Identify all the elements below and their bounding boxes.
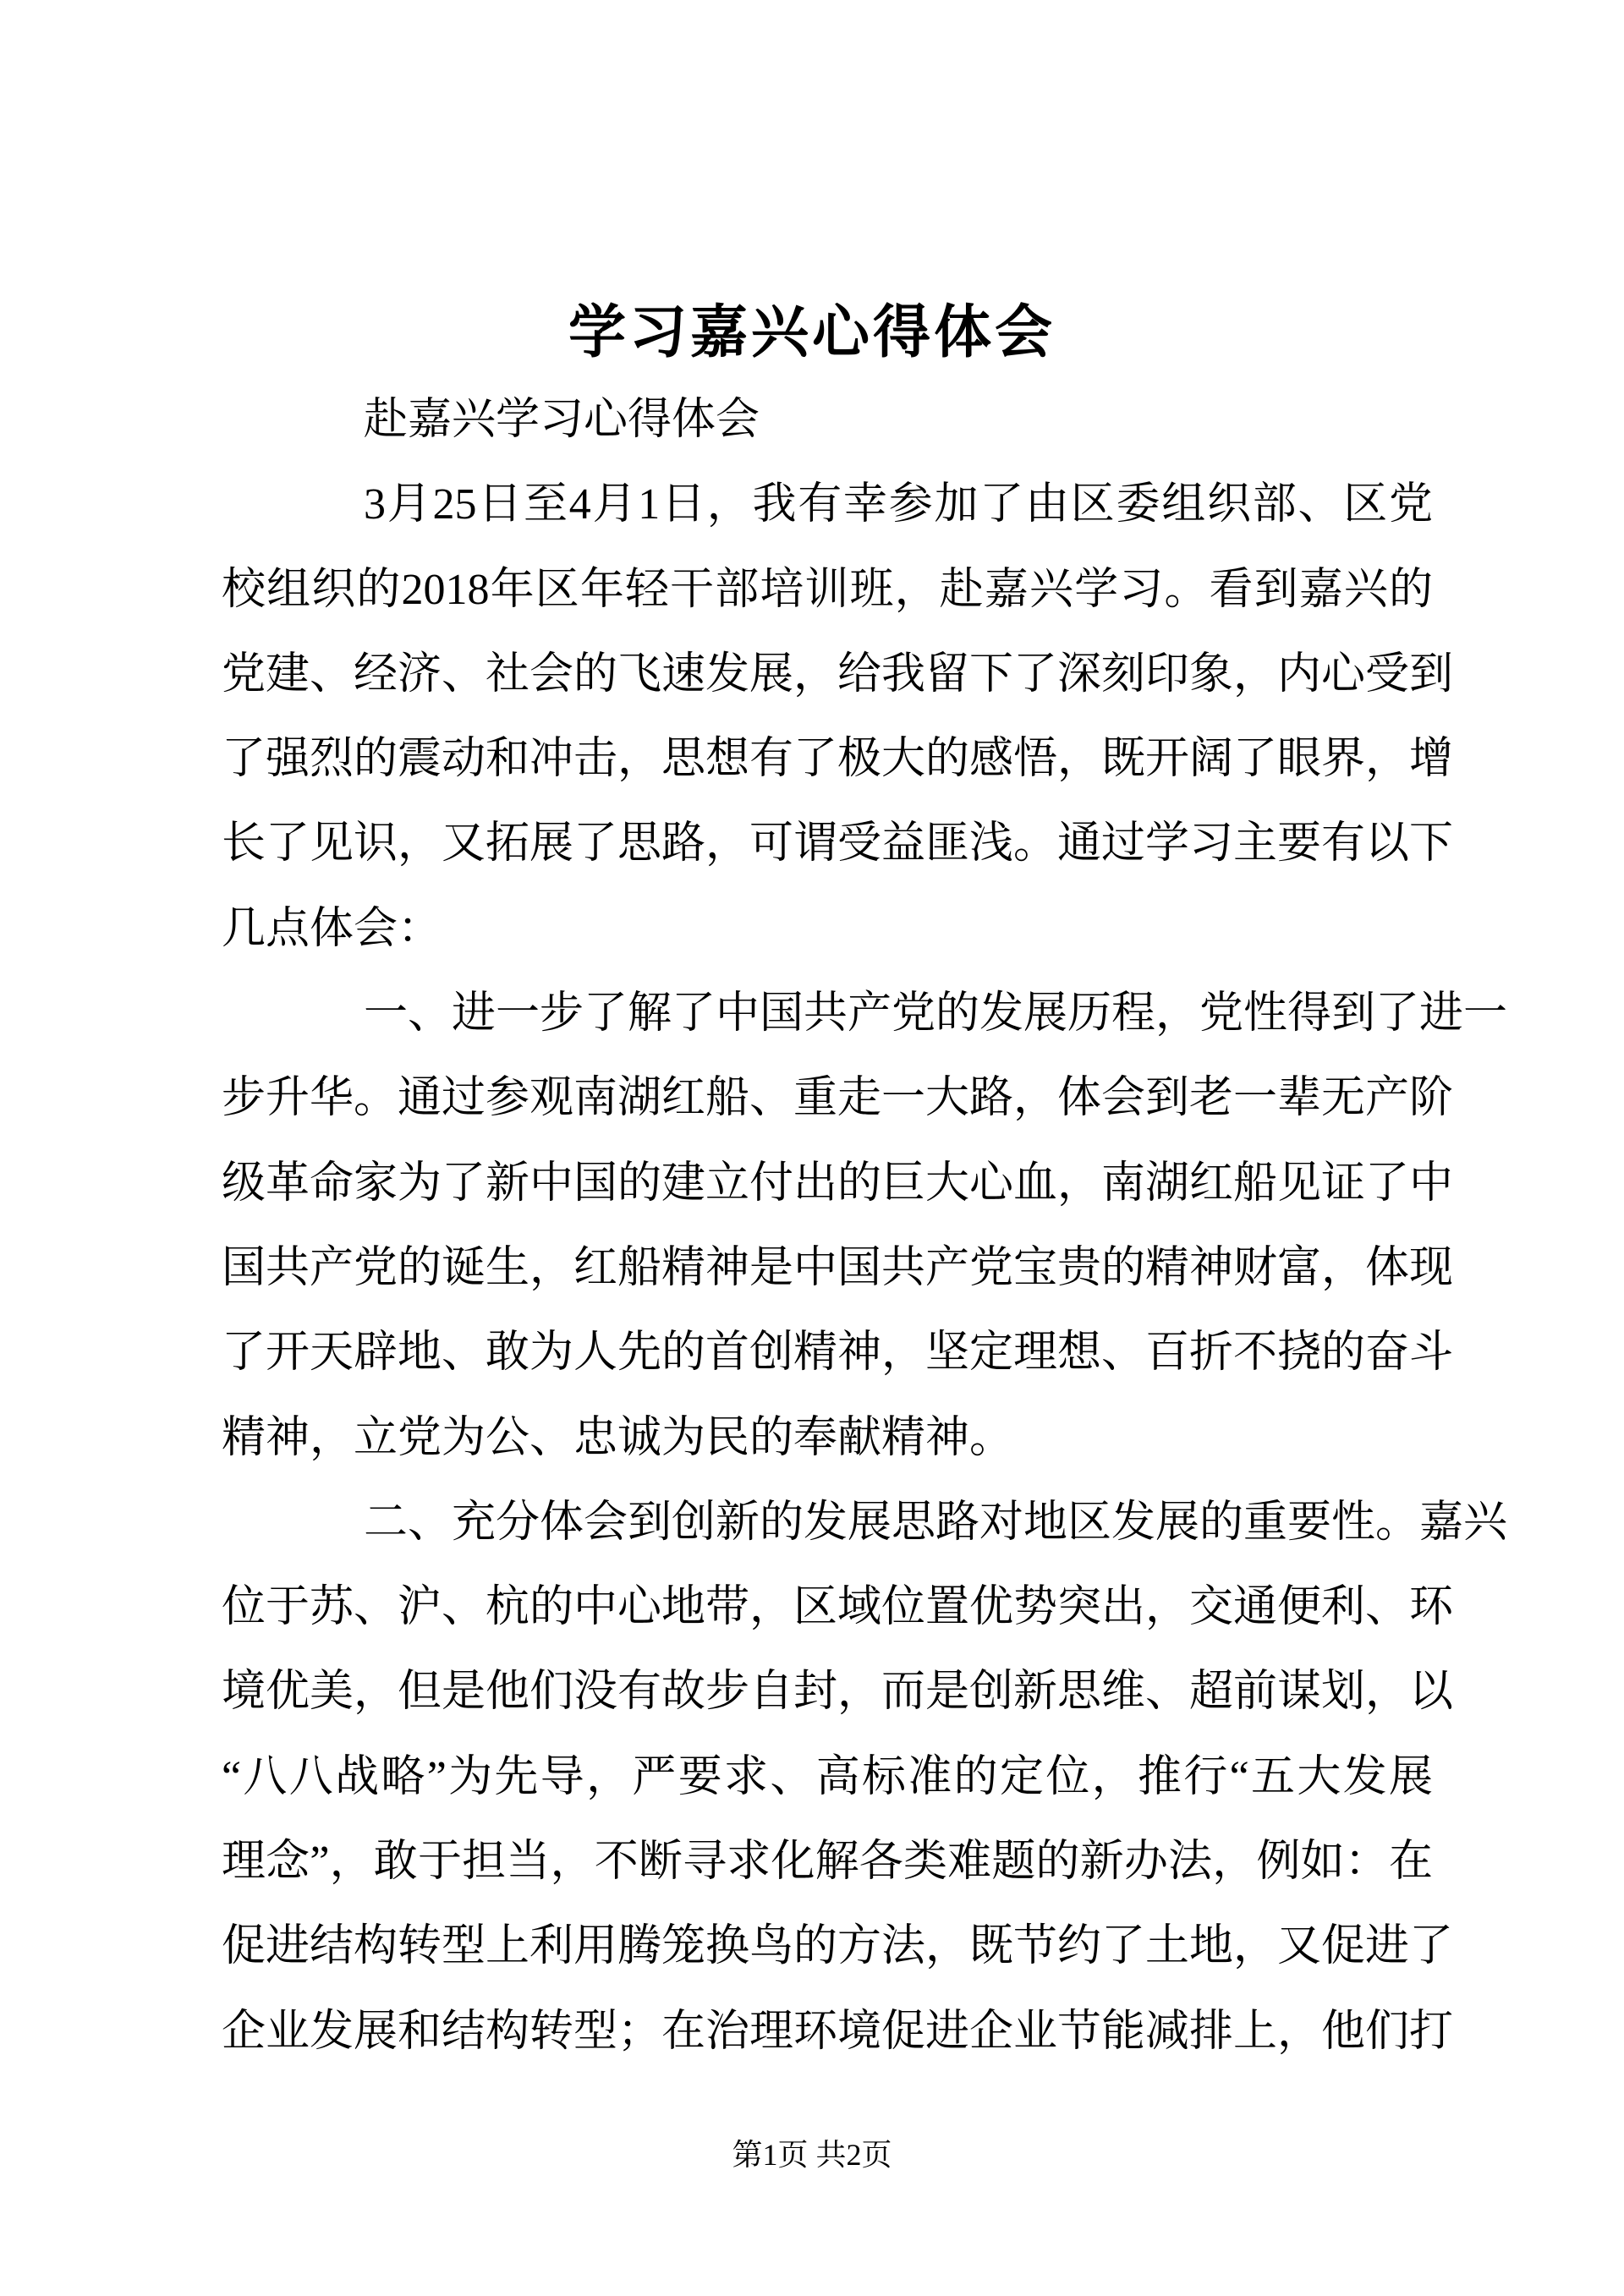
text-line: 步升华。通过参观南湖红船、重走一大路，体会到老一辈无产阶 <box>222 1074 1454 1123</box>
document-title: 学习嘉兴心得体会 <box>568 300 1056 364</box>
text-line: 位于苏、沪、杭的中心地带，区域位置优势突出，交通便利、环 <box>222 1583 1454 1632</box>
text-line: 促进结构转型上利用腾笼换鸟的方法，既节约了土地，又促进了 <box>222 1922 1454 1971</box>
page-indicator: 第1页 共2页 <box>732 2138 892 2172</box>
paragraph <box>222 378 1433 463</box>
text-line: 了开天辟地、敢为人先的首创精神，坚定理想、百折不挠的奋斗 <box>222 1329 1454 1378</box>
text-line: 了强烈的震动和冲击，思想有了极大的感悟，既开阔了眼界，增 <box>222 735 1454 784</box>
text-line: 二、充分体会到创新的发展思路对地区发展的重要性。嘉兴 <box>364 1498 1508 1547</box>
text-line: 3月25日至4月1日，我有幸参加了由区委组织部、区党 <box>364 480 1433 529</box>
text-line: “八八战略”为先导，严要求、高标准的定位，推行“五大发展 <box>222 1752 1433 1801</box>
text-line: 级革命家为了新中国的建立付出的巨大心血，南湖红船见证了中 <box>222 1159 1454 1208</box>
text-line: 一、进一步了解了中国共产党的发展历程，党性得到了进一 <box>364 989 1508 1038</box>
paragraph <box>222 463 1454 972</box>
document-body <box>222 378 1508 2074</box>
text-line: 理念”，敢于担当，不断寻求化解各类难题的新办法，例如：在 <box>222 1838 1433 1887</box>
text-line: 党建、经济、社会的飞速发展，给我留下了深刻印象，内心受到 <box>222 649 1454 699</box>
text-line: 几点体会： <box>222 904 442 953</box>
text-line: 国共产党的诞生，红船精神是中国共产党宝贵的精神财富，体现 <box>222 1243 1454 1292</box>
paragraph <box>222 1481 1508 2074</box>
text-line: 赴嘉兴学习心得体会 <box>364 396 760 444</box>
text-line: 校组织的2018年区年轻干部培训班，赴嘉兴学习。看到嘉兴的 <box>222 565 1433 614</box>
text-line: 企业发展和结构转型；在治理环境促进企业节能减排上，他们打 <box>222 2007 1454 2056</box>
text-line: 长了见识，又拓展了思路，可谓受益匪浅。通过学习主要有以下 <box>222 819 1454 869</box>
text-line: 境优美，但是他们没有故步自封，而是创新思维、超前谋划，以 <box>222 1668 1454 1717</box>
paragraph <box>222 972 1508 1481</box>
text-line: 精神，立党为公、忠诚为民的奉献精神。 <box>222 1413 1014 1462</box>
